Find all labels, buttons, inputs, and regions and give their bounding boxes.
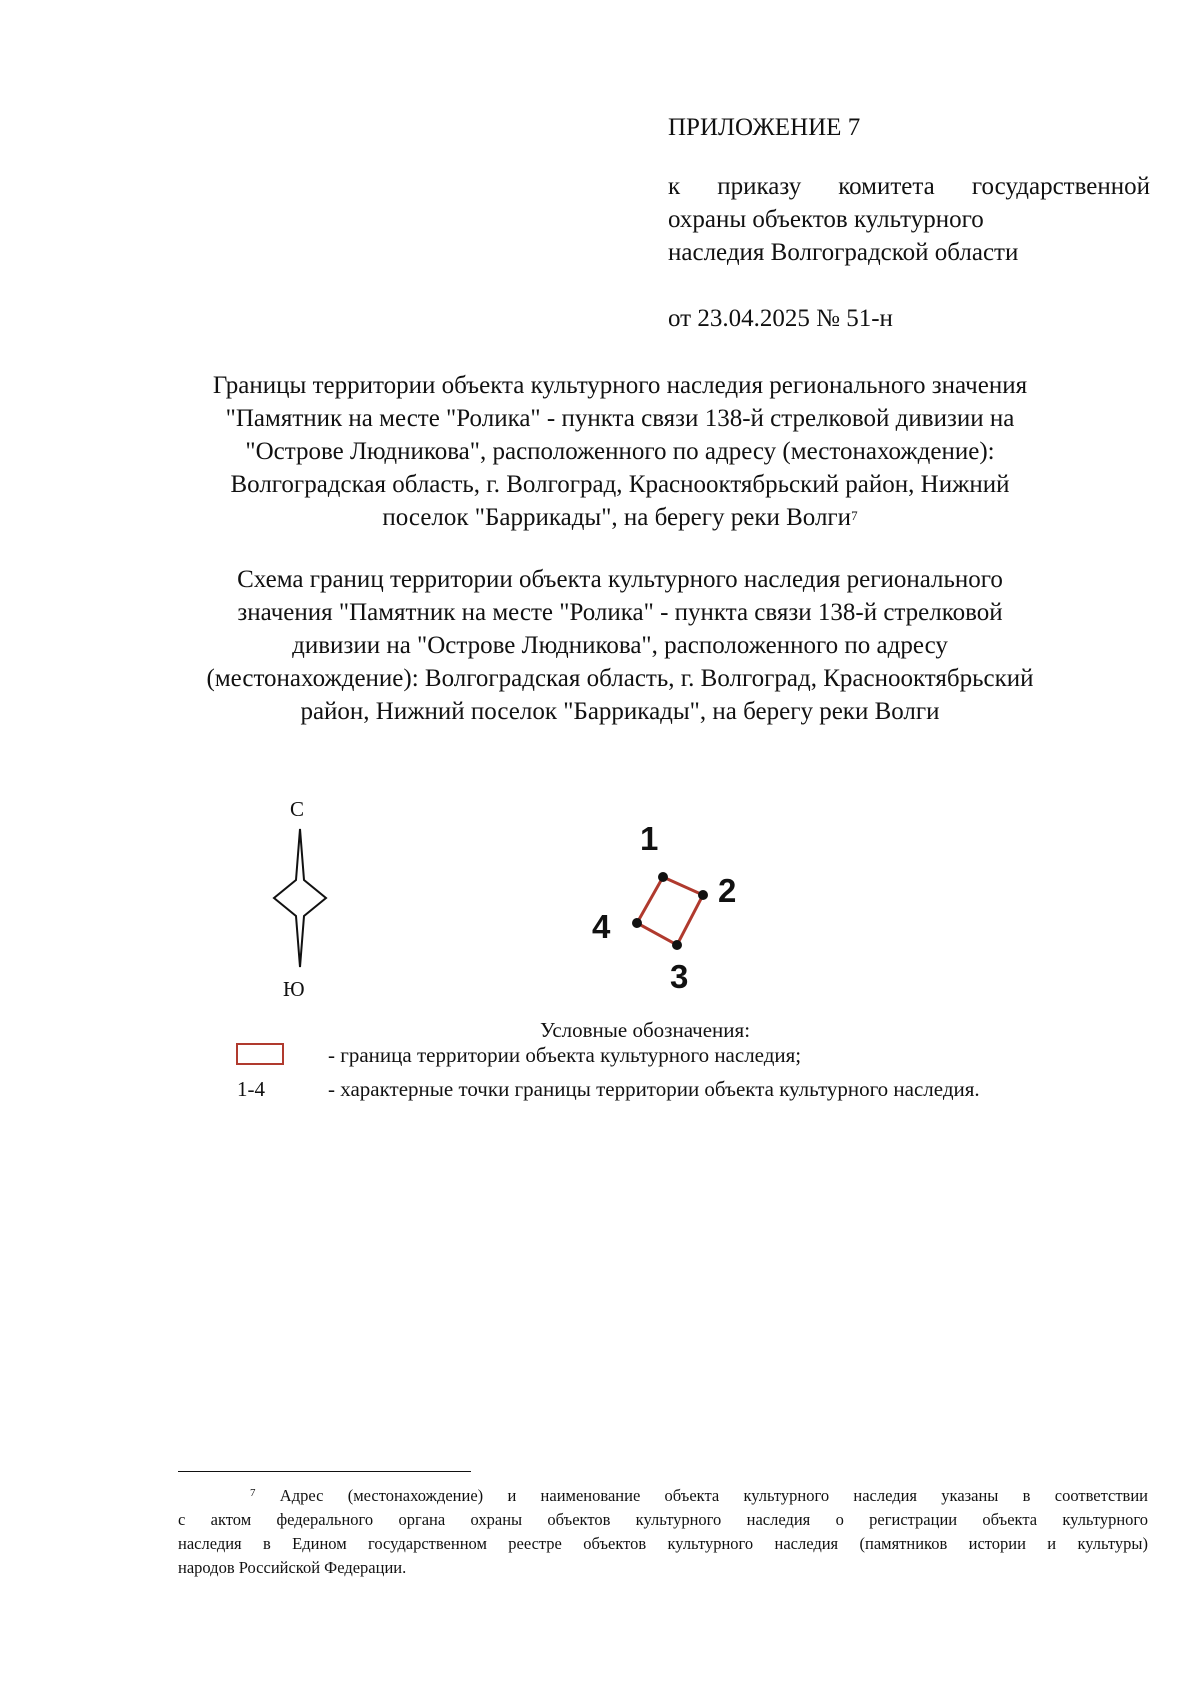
scheme-title-line-3: дивизии на "Острове Людникова", расположенного по адресу [292,632,948,659]
footnote-line-1-text: Адрес (местонахождение) и наименование объекта культурного наследия указаны в соответствии [279,1486,1148,1505]
order-date: от 23.04.2025 № 51-н [668,305,893,332]
footnote [178,1484,1148,1580]
order-line-2: охраны объектов культурного [668,206,984,233]
footnote-line-2: с актом федерального органа охраны объектов культурного наследия о регистрации объекта культурного [178,1510,1148,1529]
footnote-ref: 7 [851,508,858,523]
footnote-line-3: наследия в Едином государственном реестре объектов культурного наследия (памятников истории и культуры) [178,1534,1148,1553]
scheme-title-line-5: район, Нижний поселок "Баррикады", на берегу реки Волги [300,698,940,725]
title-line-1: Границы территории объекта культурного наследия регионального значения [212,372,1028,399]
compass-south-label: Ю [283,977,305,1001]
boundary-point-4 [632,918,642,928]
scheme-title-line-2: значения "Памятник на месте "Ролика" - пункта связи 138-й стрелковой [237,599,1003,626]
title-line-4: Волгоградская область, г. Волгоград, Краснооктябрьский район, Нижний [230,471,1010,498]
compass-north-label: С [290,797,305,821]
document-title [150,369,1090,534]
title-line-5 [150,501,1090,534]
point-label-3: 3 [670,958,689,995]
title-line-3: "Острове Людникова", расположенного по адресу (местонахождение): [245,438,995,465]
boundary-point-1 [658,872,668,882]
point-label-4: 4 [592,908,611,945]
footnote-number: 7 [250,1487,256,1499]
point-label-1: 1 [640,820,659,857]
legend-boundary-swatch [236,1043,284,1065]
legend-title: Условные обозначения: [540,1018,751,1042]
boundary-point-3 [672,940,682,950]
title-line-2: "Памятник на месте "Ролика" - пункта связи 138-й стрелковой дивизии на [225,405,1015,432]
order-line-1: к приказу комитета государственной [668,173,1150,200]
scheme-title-line-4: (местонахождение): Волгоградская область, г. Волгоград, Краснооктябрьский [206,665,1034,692]
scheme-title [150,563,1090,728]
compass-arrow-icon [270,827,330,969]
footnote-line-1 [178,1484,1148,1508]
title-line-5-text: поселок "Баррикады", на берегу реки Волги [382,504,852,531]
legend-item-points: - характерные точки границы территории объекта культурного наследия. [328,1077,980,1101]
order-line-3: наследия Волгоградской области [668,239,1019,266]
scheme-title-line-1: Схема границ территории объекта культурного наследия регионального [237,566,1003,593]
appendix-title: ПРИЛОЖЕНИЕ 7 [668,114,861,141]
boundary-scheme [620,860,720,970]
point-label-2: 2 [718,872,737,909]
footnote-line-4: народов Российской Федерации. [178,1558,407,1577]
legend-points-key: 1-4 [237,1077,265,1101]
boundary-point-2 [698,890,708,900]
legend-item-boundary: - граница территории объекта культурного наследия; [328,1043,802,1067]
order-reference [668,170,1150,269]
boundary-polygon [637,877,703,945]
footnote-separator [178,1471,471,1472]
